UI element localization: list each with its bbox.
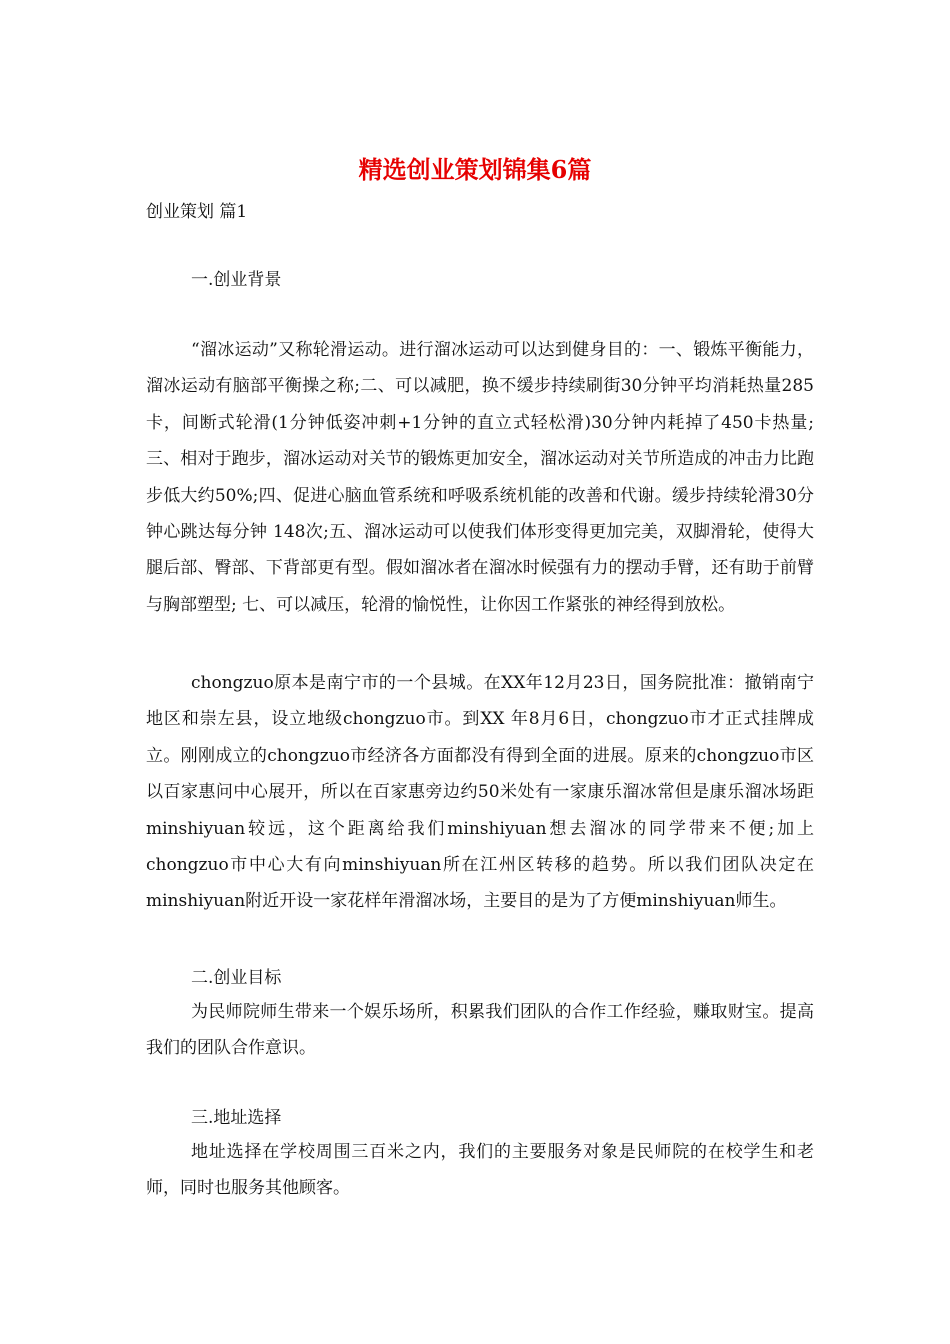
chapter-subhead: 创业策划 篇1 xyxy=(146,202,248,222)
document-title: 精选创业策划锦集6篇 xyxy=(358,155,592,184)
paragraph-skating-benefits: “溜冰运动”又称轮滑运动。进行溜冰运动可以达到健身目的：一、锻炼平衡能力，溜冰运动有脑部平衡操之称;二、可以减肥，换不缓步持续刷街30分钟平均消耗热量285卡，间断式轮滑(1分钟低姿冲刺+1分钟的直立式轻松滑)30分钟内耗掉了450卡热量;三、相对于跑步，溜冰运动对关节的锻炼更加安全，溜冰运动对关节所造成的冲击力比跑步低大约50%;四、促进心脑血管系统和呼吸系统机能的改善和代谢。缓步持续轮滑30分钟心跳达每分钟 148次;五、溜冰运动可以使我们体形变得更加完美，双脚滑轮，使得大腿后部、臀部、下背部更有型。假如溜冰者在溜冰时候强有力的摆动手臂，还有助于前臂与胸部塑型; 七、可以减压，轮滑的愉悦性，让你因工作紧张的神经得到放松。 xyxy=(146,340,814,615)
paragraph-chongzuo-history: chongzuo原本是南宁市的一个县城。在XX年12月23日，国务院批准：撤销南宁地区和崇左县，设立地级chongzuo市。到XX 年8月6日，chongzuo市才正式挂牌成立。刚刚成立的chongzuo市经济各方面都没有得到全面的进展。原来的chongzuo市区以百家惠问中心展开，所以在百家惠旁边约50米处有一家康乐溜冰常但是康乐溜冰场距minshiyuan较远，这个距离给我们minshiyuan想去溜冰的同学带来不便;加上chongzuo市中心大有向minshiyuan所在江州区转移的趋势。所以我们团队决定在minshiyuan附近开设一家花样年滑溜冰场，主要目的是为了方便minshiyuan师生。 xyxy=(146,673,814,912)
section-heading-location: 三.地址选择 xyxy=(191,1108,282,1128)
section-heading-background: 一.创业背景 xyxy=(191,270,282,290)
section-heading-goals: 二.创业目标 xyxy=(191,968,282,988)
paragraph-goals: 为民师院师生带来一个娱乐场所，积累我们团队的合作工作经验，赚取财宝。提高我们的团队合作意识。 xyxy=(146,1002,814,1059)
paragraph-location: 地址选择在学校周围三百米之内，我们的主要服务对象是民师院的在校学生和老师，同时也服务其他顾客。 xyxy=(146,1142,814,1199)
